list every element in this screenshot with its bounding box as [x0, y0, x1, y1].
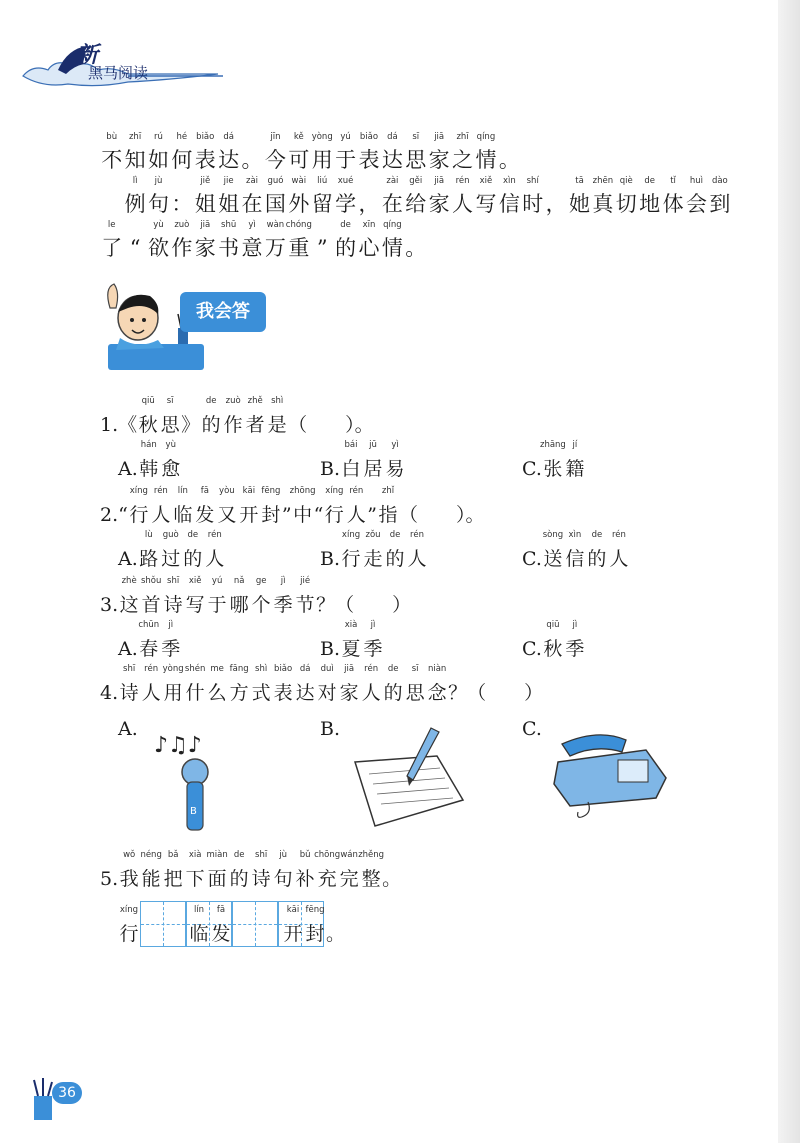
- answer-blank: ？（ ）: [448, 682, 544, 704]
- char-with-pinyin: 开 kāi: [283, 905, 303, 945]
- ruby-char: 欲 yù: [147, 220, 169, 260]
- ruby-char: 地 de: [639, 176, 661, 216]
- ruby-char: 重 chóng: [285, 220, 312, 260]
- char-with-pinyin: 人 rén: [361, 664, 381, 704]
- ruby-char: 外 wài: [288, 176, 310, 216]
- char-with-pinyin: 作 zuò: [223, 396, 243, 436]
- option-a[interactable]: [118, 440, 182, 481]
- char-with-pinyin: 走 zǒu: [363, 530, 383, 570]
- ruby-char: 意 yì: [241, 220, 263, 260]
- question-1: [100, 396, 374, 437]
- char-with-pinyin: 的 de: [183, 530, 203, 570]
- answer-blank: ？（ ）: [316, 594, 412, 616]
- char-with-pinyin: 的 de: [201, 396, 221, 436]
- char-with-pinyin: 补 bǔ: [295, 850, 315, 890]
- char-with-pinyin: 又 yòu: [217, 486, 237, 526]
- char-with-pinyin: 中 zhōng: [289, 486, 316, 526]
- char-with-pinyin: 信 xìn: [565, 530, 585, 570]
- ruby-char: 表 biǎo: [358, 132, 380, 172]
- question-number: 1.: [100, 414, 119, 436]
- char-with-pinyin: 发 fā: [211, 905, 231, 945]
- text: ”: [281, 504, 292, 526]
- question-number: 2.: [100, 504, 119, 526]
- text-line-2: [100, 178, 732, 216]
- option-letter: B.: [320, 458, 341, 480]
- ruby-char: 家 jiā: [194, 220, 216, 260]
- ruby-char: 切 qiè: [615, 176, 637, 216]
- ruby-char: 用 yòng: [311, 132, 333, 172]
- option-b[interactable]: [320, 530, 428, 571]
- ruby-char: 如 rú: [147, 132, 169, 172]
- page-edge: [778, 0, 800, 1143]
- char-with-pinyin: 发 fā: [195, 486, 215, 526]
- ruby-char: 。: [498, 148, 520, 172]
- char-with-pinyin: 季 jì: [273, 576, 293, 616]
- char-with-pinyin: 易 yì: [385, 440, 405, 480]
- ruby-char: 家 jiā: [428, 176, 450, 216]
- ruby-char: 万 wàn: [264, 220, 286, 260]
- ruby-char: ：: [171, 192, 193, 216]
- char-with-pinyin: 人 rén: [407, 530, 427, 570]
- answer-blank: （ ）。: [399, 504, 485, 526]
- ruby-char: 会 huì: [685, 176, 707, 216]
- char-with-pinyin: 行 xíng: [119, 905, 139, 945]
- char-with-pinyin: 行 xíng: [324, 486, 344, 526]
- answer-blank: （ ）。: [288, 414, 374, 436]
- ruby-char: 可 kě: [288, 132, 310, 172]
- char-with-pinyin: 临 lín: [189, 905, 209, 945]
- char-with-pinyin: 过 guò: [161, 530, 181, 570]
- char-with-pinyin: 这 zhè: [119, 576, 139, 616]
- writing-letter-icon: [345, 722, 475, 832]
- microphone-music-icon: [150, 722, 240, 834]
- question-number: 3.: [100, 594, 119, 616]
- char-with-pinyin: 念 niàn: [427, 664, 447, 704]
- char-with-pinyin: 的 de: [587, 530, 607, 570]
- ruby-char: 今 jīn: [264, 132, 286, 172]
- ruby-char: 真 zhēn: [592, 176, 614, 216]
- char-with-pinyin: 的 de: [229, 850, 249, 890]
- char-with-pinyin: 写 xiě: [185, 576, 205, 616]
- char-with-pinyin: 方 fāng: [229, 664, 249, 704]
- q4-option-a-label: A.: [118, 718, 138, 740]
- ruby-char: 的 de: [335, 220, 357, 260]
- char-with-pinyin: 表 biǎo: [273, 664, 293, 704]
- option-a[interactable]: [118, 620, 182, 661]
- q5-char-xing: [118, 905, 140, 946]
- ruby-char: 体 tǐ: [662, 176, 684, 216]
- text: 》: [181, 414, 201, 436]
- ruby-char: 达 dá: [381, 132, 403, 172]
- ruby-char: 写 xiě: [475, 176, 497, 216]
- char-with-pinyin: 面 miàn: [206, 850, 228, 890]
- ruby-char: 时 shí: [522, 176, 544, 216]
- ruby-char: 给 gěi: [405, 176, 427, 216]
- q4-option-b-label: B.: [320, 718, 341, 740]
- option-b[interactable]: [320, 620, 384, 661]
- char-with-pinyin: 思 sī: [405, 664, 425, 704]
- char-with-pinyin: 人 rén: [609, 530, 629, 570]
- char-with-pinyin: 人 rén: [205, 530, 225, 570]
- question-number: 5.: [100, 868, 119, 890]
- ruby-char: 家 jiā: [428, 132, 450, 172]
- brand-xin: 新: [76, 42, 99, 68]
- char-with-pinyin: 指 zhǐ: [378, 486, 398, 526]
- char-with-pinyin: 人 rén: [151, 486, 171, 526]
- ruby-char: 心 xīn: [358, 220, 380, 260]
- char-with-pinyin: 季 jì: [161, 620, 181, 660]
- option-letter: A.: [118, 458, 138, 480]
- char-with-pinyin: 行 xíng: [341, 530, 361, 570]
- char-with-pinyin: 封 fēng: [261, 486, 281, 526]
- char-with-pinyin: 充 chōng: [314, 850, 341, 890]
- ruby-char: ”: [316, 236, 328, 260]
- ruby-char: 留 liú: [311, 176, 333, 216]
- question-3: [100, 576, 411, 617]
- char-with-pinyin: 用 yòng: [162, 664, 184, 704]
- char-with-pinyin: 开 kāi: [239, 486, 259, 526]
- char-with-pinyin: 行 xíng: [129, 486, 149, 526]
- char-with-pinyin: 路 lù: [139, 530, 159, 570]
- char-with-pinyin: 个 ge: [251, 576, 271, 616]
- option-c[interactable]: [522, 530, 630, 571]
- ruby-char: 。: [405, 236, 427, 260]
- q4-option-c-label: C.: [522, 718, 542, 740]
- ruby-char: 。: [241, 148, 263, 172]
- char-with-pinyin: 夏 xià: [341, 620, 361, 660]
- text: “: [313, 504, 324, 526]
- ruby-char: ，: [545, 192, 567, 216]
- ruby-char: 例 lì: [124, 176, 146, 216]
- ruby-char: 思 sī: [405, 132, 427, 172]
- section-badge: 我会答: [180, 292, 266, 332]
- char-with-pinyin: 季 jì: [363, 620, 383, 660]
- option-letter: C.: [522, 638, 542, 660]
- char-with-pinyin: 的 de: [385, 530, 405, 570]
- char-with-pinyin: 对 duì: [317, 664, 337, 704]
- ruby-char: 了 le: [101, 220, 123, 260]
- text: ”: [367, 504, 378, 526]
- question-2: [100, 486, 485, 527]
- text-line-3: [100, 222, 427, 260]
- ruby-char: 她 tā: [569, 176, 590, 216]
- text: 。: [326, 923, 346, 945]
- char-with-pinyin: 么 me: [207, 664, 227, 704]
- ruby-char: 作 zuò: [171, 220, 193, 260]
- question-5: [100, 850, 401, 891]
- ruby-char: ，: [358, 192, 380, 216]
- char-with-pinyin: 能 néng: [140, 850, 162, 890]
- ruby-char: 情 qíng: [381, 220, 403, 260]
- char-with-pinyin: 韩 hán: [139, 440, 159, 480]
- char-with-pinyin: 者 zhě: [245, 396, 265, 436]
- char-with-pinyin: 式 shì: [251, 664, 271, 704]
- text: 《: [118, 414, 138, 436]
- option-letter: B.: [320, 548, 341, 570]
- option-c[interactable]: [522, 620, 586, 661]
- question-number: 4.: [100, 682, 119, 704]
- question-4: [100, 664, 543, 705]
- char-with-pinyin: 句 jù: [273, 850, 293, 890]
- option-letter: A.: [118, 638, 138, 660]
- char-with-pinyin: 诗 shī: [119, 664, 139, 704]
- char-with-pinyin: 家 jiā: [339, 664, 359, 704]
- char-with-pinyin: 什 shén: [184, 664, 206, 704]
- ruby-char: “: [129, 236, 141, 260]
- ruby-char: 于 yú: [335, 132, 357, 172]
- ruby-char: 在 zài: [381, 176, 403, 216]
- option-letter: B.: [320, 638, 341, 660]
- ruby-char: 之 zhī: [452, 132, 474, 172]
- text: 。: [382, 868, 402, 890]
- char-with-pinyin: 临 lín: [173, 486, 193, 526]
- brand-title: 黑马阅读: [88, 64, 149, 82]
- option-letter: C.: [522, 548, 542, 570]
- char-with-pinyin: 整 zhěng: [358, 850, 385, 890]
- q5-chars-linfa: [188, 905, 232, 946]
- option-a[interactable]: [118, 530, 226, 571]
- char-with-pinyin: 季 jì: [565, 620, 585, 660]
- ruby-char: 姐 jiě: [194, 176, 216, 216]
- char-with-pinyin: 我 wǒ: [119, 850, 139, 890]
- char-with-pinyin: 诗 shī: [163, 576, 183, 616]
- char-with-pinyin: 籍 jí: [565, 440, 585, 480]
- char-with-pinyin: 张 zhāng: [539, 440, 566, 480]
- option-b[interactable]: [320, 440, 406, 481]
- option-letter: A.: [118, 548, 138, 570]
- char-with-pinyin: 于 yú: [207, 576, 227, 616]
- header-logo: [18, 36, 238, 96]
- ruby-char: 情 qíng: [475, 132, 497, 172]
- char-with-pinyin: 下 xià: [185, 850, 205, 890]
- ruby-char: 学 xué: [335, 176, 357, 216]
- char-with-pinyin: 封 fēng: [305, 905, 325, 945]
- text-line-1: [100, 134, 521, 172]
- ruby-char: 国 guó: [264, 176, 286, 216]
- ruby-char: 知 zhī: [124, 132, 146, 172]
- ruby-char: 何 hé: [171, 132, 193, 172]
- char-with-pinyin: 节 jié: [295, 576, 315, 616]
- pencil-cup-icon: [30, 1078, 56, 1122]
- telephone-icon: [548, 722, 670, 822]
- char-with-pinyin: 的 de: [383, 664, 403, 704]
- char-with-pinyin: 人 rén: [346, 486, 366, 526]
- ruby-char: 到 dào: [709, 176, 731, 216]
- char-with-pinyin: 完 wán: [339, 850, 359, 890]
- char-with-pinyin: 秋 qiū: [543, 620, 563, 660]
- char-with-pinyin: 愈 yù: [161, 440, 181, 480]
- page-number: 36: [52, 1082, 82, 1104]
- ruby-char: 表 biǎo: [194, 132, 216, 172]
- char-with-pinyin: 人 rén: [141, 664, 161, 704]
- ruby-char: 信 xìn: [498, 176, 520, 216]
- char-with-pinyin: 思 sī: [160, 396, 180, 436]
- char-with-pinyin: 送 sòng: [542, 530, 564, 570]
- ruby-char: 句 jù: [147, 176, 169, 216]
- char-with-pinyin: 把 bǎ: [163, 850, 183, 890]
- ruby-char: 人 rén: [452, 176, 474, 216]
- char-with-pinyin: 秋 qiū: [138, 396, 158, 436]
- char-with-pinyin: 诗 shī: [251, 850, 271, 890]
- svg-text:♪♫♪: ♪♫♪: [154, 733, 202, 758]
- char-with-pinyin: 首 shǒu: [140, 576, 162, 616]
- ruby-char: 书 shū: [218, 220, 240, 260]
- ruby-char: 姐 jie: [218, 176, 240, 216]
- option-c[interactable]: [522, 440, 586, 481]
- char-with-pinyin: 哪 nǎ: [229, 576, 249, 616]
- char-with-pinyin: 居 jū: [363, 440, 383, 480]
- svg-text:B: B: [190, 806, 197, 817]
- char-with-pinyin: 白 bái: [341, 440, 361, 480]
- option-letter: C.: [522, 458, 542, 480]
- q5-chars-kaifeng: [282, 905, 345, 946]
- ruby-char: 不 bù: [101, 132, 123, 172]
- char-with-pinyin: 春 chūn: [138, 620, 160, 660]
- text: “: [118, 504, 128, 526]
- ruby-char: 达 dá: [218, 132, 240, 172]
- char-with-pinyin: 是 shì: [267, 396, 287, 436]
- ruby-char: 在 zài: [241, 176, 263, 216]
- char-with-pinyin: 达 dá: [295, 664, 315, 704]
